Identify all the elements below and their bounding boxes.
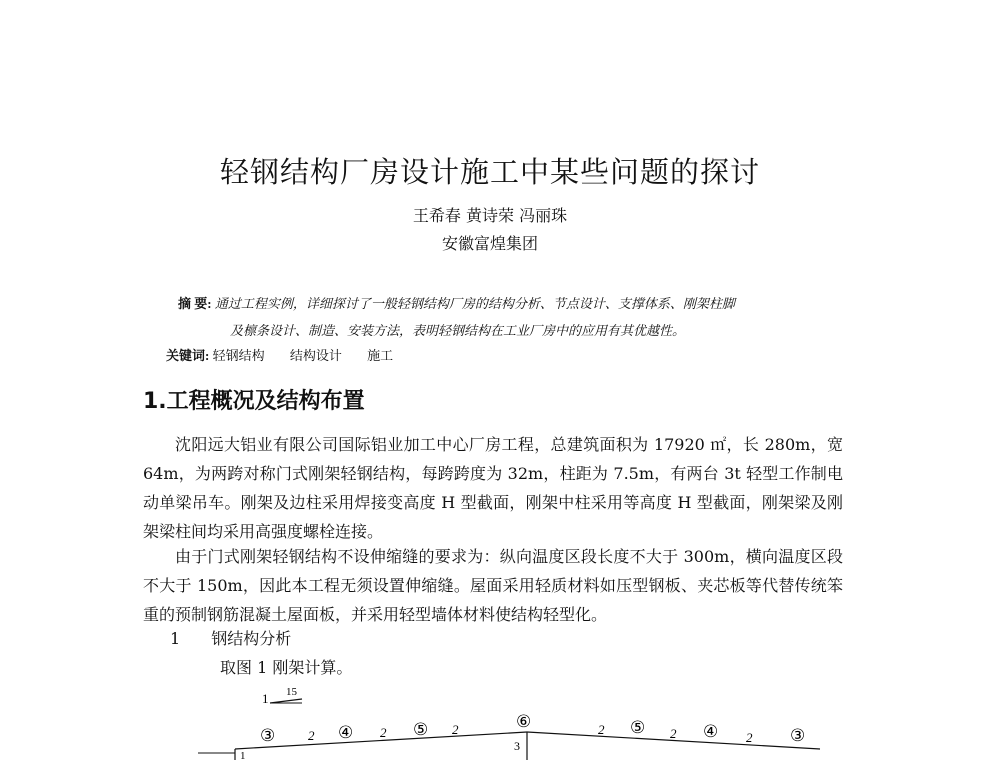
member-label: 2 bbox=[598, 722, 605, 737]
subsection-number: 1 bbox=[170, 629, 181, 648]
slope-label-1: 1 bbox=[262, 691, 269, 706]
abstract-text-2: 及檩条设计、制造、安装方法，表明轻钢结构在工业厂房中的应用有其优越性。 bbox=[230, 323, 686, 338]
keyword: 轻钢结构 bbox=[212, 348, 265, 363]
node-label: ⑤ bbox=[630, 718, 646, 738]
subsection-heading bbox=[170, 626, 291, 649]
authors: 王希春 黄诗荣 冯丽珠 bbox=[412, 206, 568, 225]
member-label: 2 bbox=[380, 725, 387, 740]
keywords-label: 关键词: bbox=[166, 348, 210, 363]
section-title: 1.工程概况及结构布置 bbox=[143, 389, 365, 414]
node-label: ⑤ bbox=[413, 720, 429, 740]
node-label: ⑥ bbox=[516, 712, 532, 732]
paper-title: 轻钢结构厂房设计施工中某些问题的探讨 bbox=[219, 155, 760, 189]
slope-label-15: 15 bbox=[286, 686, 297, 698]
keywords bbox=[166, 345, 766, 364]
affiliation: 安徽富煌集团 bbox=[441, 234, 538, 253]
paragraph-1: 沈阳远大铝业有限公司国际铝业加工中心厂房工程，总建筑面积为 17920 ㎡，长 280m，宽 64m，为两跨对称门式刚架轻钢结构，每跨跨度为 32m，柱距为 7.5m，有两台 3t 轻型工作制电动单梁吊车。刚架及边柱采用焊接变高度 H 型截面，刚架中柱采用等高度 H 型截面，刚架梁及刚架梁柱间均采用高强度螺栓连接。 bbox=[143, 435, 843, 541]
slope-line bbox=[270, 699, 302, 703]
member-label: 2 bbox=[452, 722, 459, 737]
node-label: ④ bbox=[338, 723, 354, 743]
figure-caption: 取图 1 刚架计算。 bbox=[220, 658, 353, 677]
frame-diagram bbox=[190, 683, 830, 760]
abstract-line-1 bbox=[178, 290, 868, 317]
paragraph-2: 由于门式刚架轻钢结构不设伸缩缝的要求为：纵向温度区段长度不大于 300m，横向温度区段不大于 150m，因此本工程无须设置伸缩缝。屋面采用轻质材料如压型钢板、夹芯板等代替传统笨重的预制钢筋混凝土屋面板，并采用轻型墙体材料使结构轻型化。 bbox=[143, 547, 843, 624]
left-member-label: 1 bbox=[240, 750, 246, 760]
node-label: ④ bbox=[703, 722, 719, 742]
keyword: 结构设计 bbox=[289, 348, 342, 363]
abstract bbox=[178, 290, 868, 344]
keyword: 施工 bbox=[367, 348, 394, 363]
node-label: ③ bbox=[790, 726, 806, 746]
member-label: 2 bbox=[746, 730, 753, 745]
member-label: 2 bbox=[670, 726, 677, 741]
member-label: 2 bbox=[308, 728, 315, 743]
abstract-text-1: 通过工程实例，详细探讨了一般轻钢结构厂房的结构分析、节点设计、支撑体系、刚架柱脚 bbox=[214, 296, 735, 311]
center-member-label: 3 bbox=[514, 739, 520, 753]
subsection-title: 钢结构分析 bbox=[211, 629, 292, 648]
node-label: ③ bbox=[260, 726, 276, 746]
abstract-label: 摘 要: bbox=[178, 296, 212, 311]
